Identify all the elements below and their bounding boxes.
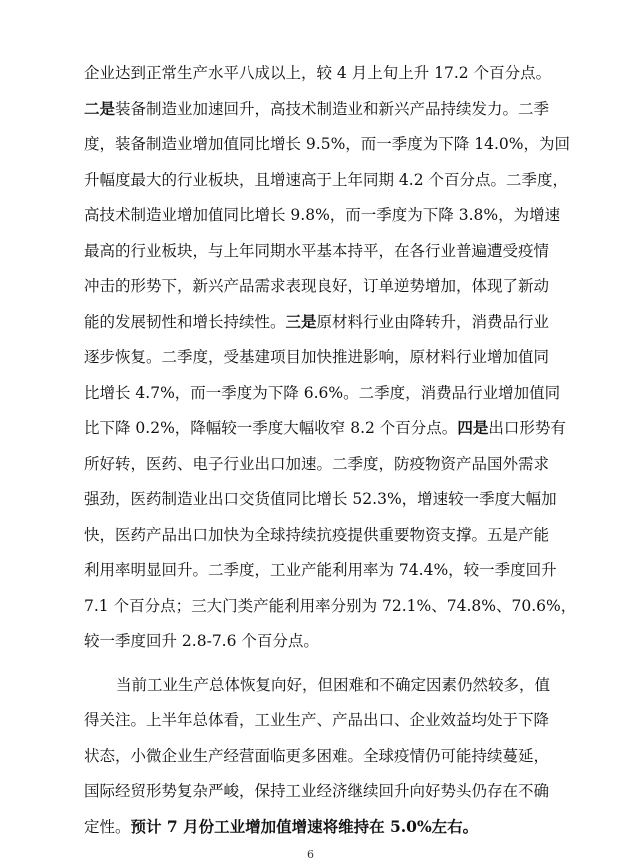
text-segment: 状态，小微企业生产经营面临更多困难。全球疫情仍可能持续蔓延， bbox=[84, 746, 550, 765]
text-segment: 强劲，医药制造业出口交货值同比增长 52.3%，增速较一季度大幅加 bbox=[84, 490, 557, 508]
text-segment: 冲击的形势下，新兴产品需求表现良好，订单逆势增加，体现了新动 bbox=[84, 277, 550, 295]
text-segment: 升幅度最大的行业板块，且增速高于上年同期 4.2 个百分点。二季度， bbox=[84, 170, 569, 189]
page-number: 6 bbox=[307, 848, 314, 861]
text-segment: 所好转，医药、电子行业出口加速。二季度，防疫物资产品国外需求 bbox=[84, 454, 550, 473]
emphasis-label: 二是 bbox=[84, 98, 116, 118]
text-line bbox=[84, 305, 550, 339]
text-segment: 定性。 bbox=[84, 817, 131, 836]
text-line bbox=[84, 269, 550, 303]
text-segment: 度，装备制造业增加值同比增长 9.5%，而一季度为下降 14.0%，为回 bbox=[84, 135, 570, 153]
text-segment: 装备制造业加速回升，高技术制造业和新兴产品持续发力。二季 bbox=[115, 99, 550, 118]
text-line bbox=[84, 340, 550, 374]
text-line bbox=[84, 589, 577, 623]
text-segment: 原材料行业由降转升，消费品行业 bbox=[316, 312, 550, 331]
text-line bbox=[84, 703, 550, 737]
text-segment: 比下降 0.2%，降幅较一季度大幅收窄 8.2 个百分点。 bbox=[84, 419, 458, 437]
text-segment: 比增长 4.7%，而一季度为下降 6.6%。二季度，消费品行业增加值同 bbox=[84, 383, 561, 402]
text-line bbox=[116, 668, 551, 702]
text-segment: 逐步恢复。二季度，受基建项目加快推进影响，原材料行业增加值同 bbox=[84, 348, 550, 366]
emphasis-label: 预计 7 月份工业增加值增速将维持在 5.0%左右。 bbox=[130, 816, 479, 836]
text-line bbox=[84, 234, 550, 268]
text-segment: 企业达到正常生产水平八成以上，较 4 月上旬上升 17.2 个百分点。 bbox=[84, 64, 552, 82]
text-line bbox=[84, 810, 544, 844]
text-segment: 当前工业生产总体恢复向好，但困难和不确定因素仍然较多，值 bbox=[116, 675, 551, 694]
text-segment: 利用率明显回升。二季度，工业产能利用率为 74.4%，较一季度回升 bbox=[84, 561, 557, 579]
text-line bbox=[84, 376, 561, 410]
text-line bbox=[84, 411, 566, 445]
text-line bbox=[84, 553, 557, 587]
text-line bbox=[84, 774, 550, 808]
text-segment: 最高的行业板块，与上年同期水平基本持平，在各行业普遍遭受疫情 bbox=[84, 241, 550, 260]
text-segment: 得关注。上半年总体看，工业生产、产品出口、企业效益均处于下降 bbox=[84, 711, 550, 729]
text-segment: 快，医药产品出口加快为全球持续抗疫提供重要物资支撑。五是产能 bbox=[84, 525, 550, 544]
text-line bbox=[84, 518, 550, 552]
text-line bbox=[84, 92, 550, 126]
text-line bbox=[84, 624, 544, 658]
text-segment: 7.1 个百分点；三大门类产能利用率分别为 72.1%、74.8%、70.6%， bbox=[84, 596, 577, 615]
text-segment: 出口形势有 bbox=[488, 419, 566, 437]
text-segment: 国际经贸形势复杂严峻，保持工业经济继续回升向好势头仍存在不确 bbox=[84, 782, 550, 800]
text-line bbox=[84, 482, 557, 516]
text-line bbox=[84, 127, 570, 161]
emphasis-label: 三是 bbox=[285, 311, 317, 331]
text-line bbox=[84, 163, 569, 197]
text-segment: 高技术制造业增加值同比增长 9.8%，而一季度为下降 3.8%，为增速 bbox=[84, 206, 561, 224]
text-line bbox=[84, 447, 550, 481]
text-line bbox=[84, 198, 561, 232]
text-segment: 能的发展韧性和增长持续性。 bbox=[84, 312, 286, 331]
text-segment: 较一季度回升 2.8-7.6 个百分点。 bbox=[84, 632, 319, 650]
text-line bbox=[84, 56, 552, 90]
text-line bbox=[84, 739, 550, 773]
emphasis-label: 四是 bbox=[457, 418, 489, 437]
